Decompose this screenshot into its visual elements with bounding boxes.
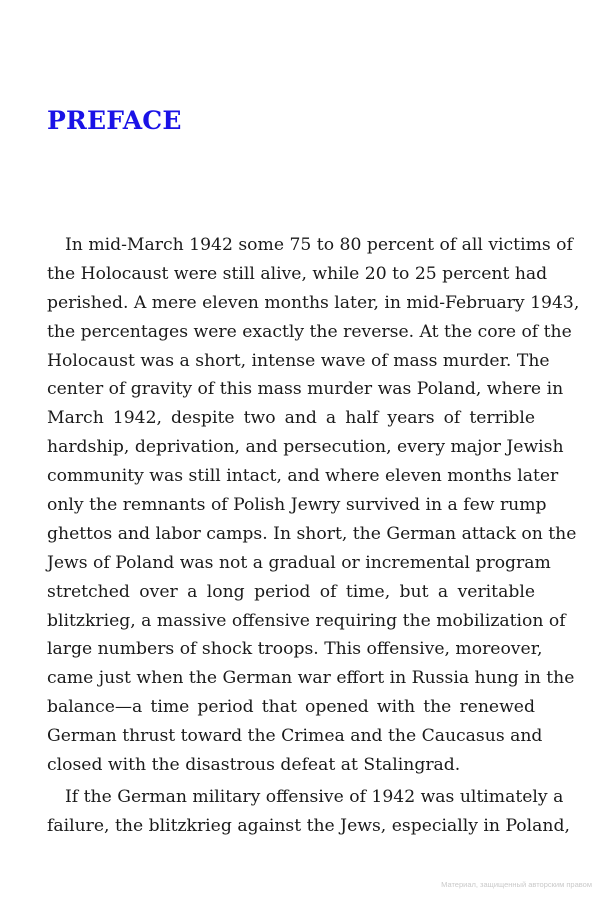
text-line: German thrust toward the Crimea and the Caucasus and [47, 726, 543, 747]
text-line: Jews of Poland was not a gradual or incremental program [47, 552, 551, 573]
text-line: stretched over a long period of time, but a veritable [47, 581, 535, 602]
text-line: the percentages were exactly the reverse. At the core of the [47, 321, 572, 342]
chapter-heading: PREFACE [47, 106, 182, 135]
text-line: March 1942, despite two and a half years of terrible [47, 408, 535, 429]
text-line: blitzkrieg, a massive offensive requiring the mobilization of [47, 610, 566, 631]
text-line: Holocaust was a short, intense wave of mass murder. The [47, 350, 550, 371]
paragraph-2 [47, 783, 570, 841]
text-line: large numbers of shock troops. This offensive, moreover, [47, 639, 543, 660]
text-line: only the remnants of Polish Jewry survived in a few rump [47, 495, 547, 516]
text-line: community was still intact, and where eleven months later [47, 466, 559, 487]
text-line: closed with the disastrous defeat at Stalingrad. [47, 755, 461, 776]
text-line: failure, the blitzkrieg against the Jews, especially in Poland, [47, 815, 570, 836]
body-text [47, 231, 580, 841]
text-line: the Holocaust were still alive, while 20 to 25 percent had [47, 263, 548, 284]
text-line: ghettos and labor camps. In short, the German attack on the [47, 523, 577, 544]
copyright-watermark: Материал, защищенный авторским правом [441, 880, 592, 889]
text-line: balance—a time period that opened with the renewed [47, 697, 535, 718]
paragraph-1 [47, 231, 580, 780]
text-line: center of gravity of this mass murder was Poland, where in [47, 379, 564, 400]
text-line: perished. A mere eleven months later, in mid-February 1943, [47, 292, 580, 313]
text-line: In mid-March 1942 some 75 to 80 percent of all victims of [65, 235, 573, 255]
text-line: If the German military offensive of 1942 was ultimately a [65, 786, 564, 807]
text-line: came just when the German war effort in Russia hung in the [47, 668, 575, 689]
text-line: hardship, deprivation, and persecution, every major Jewish [47, 437, 564, 458]
